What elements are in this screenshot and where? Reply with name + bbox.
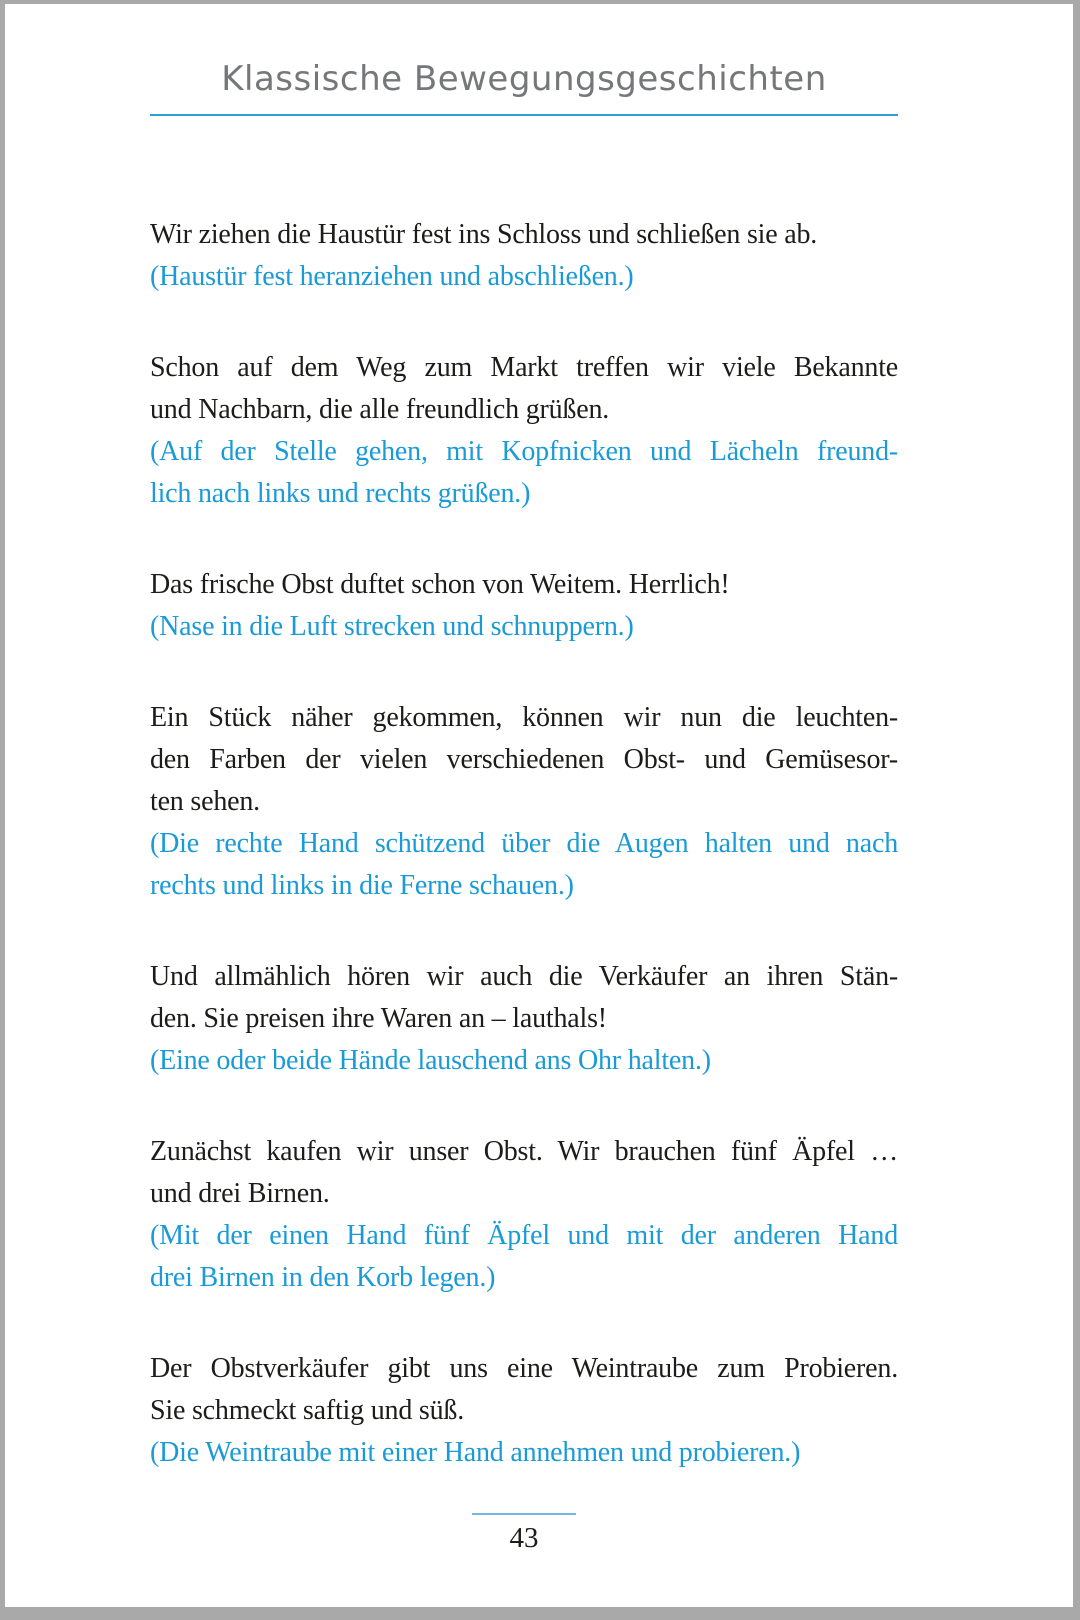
action-line: (Auf der Stelle gehen, mit Kopfnicken und Lächeln freund-	[150, 436, 898, 467]
action-line: (Die rechte Hand schützend über die Augen halten und nach	[150, 828, 898, 859]
action-line: (Die Weintraube mit einer Hand annehmen und probieren.)	[150, 1437, 801, 1468]
story-line: und drei Birnen.	[150, 1178, 330, 1209]
story-line: Das frische Obst duftet schon von Weitem. Herrlich!	[150, 569, 730, 600]
paragraph	[150, 564, 898, 648]
story-block	[150, 1131, 898, 1215]
action-line: drei Birnen in den Korb legen.)	[150, 1262, 496, 1293]
action-line: rechts und links in die Ferne schauen.)	[150, 870, 574, 901]
story-line: und Nachbarn, die alle freundlich grüßen.	[150, 394, 610, 425]
action-line: (Haustür fest heranziehen und abschließen.)	[150, 261, 634, 292]
story-block	[150, 697, 898, 823]
paragraph	[150, 1348, 898, 1474]
action-block	[150, 256, 898, 298]
page-header	[150, 56, 898, 116]
action-block	[150, 431, 898, 515]
action-line: (Eine oder beide Hände lauschend ans Ohr halten.)	[150, 1045, 711, 1076]
page-footer	[150, 1513, 898, 1553]
action-line: (Nase in die Luft strecken und schnuppern.)	[150, 611, 634, 642]
story-line: Zunächst kaufen wir unser Obst. Wir brauchen fünf Äpfel …	[150, 1136, 898, 1167]
story-block	[150, 347, 898, 431]
title-rule	[150, 114, 898, 116]
action-line: (Mit der einen Hand fünf Äpfel und mit der anderen Hand	[150, 1220, 898, 1251]
story-block	[150, 564, 898, 606]
paragraph	[150, 697, 898, 907]
story-line: Der Obstverkäufer gibt uns eine Weintraube zum Probieren.	[150, 1353, 898, 1384]
story-block	[150, 214, 898, 256]
story-line: Und allmählich hören wir auch die Verkäufer an ihren Stän-	[150, 961, 898, 992]
footer-rule	[472, 1513, 576, 1515]
action-block	[150, 1432, 898, 1474]
action-block	[150, 606, 898, 648]
page-number: 43	[509, 1522, 539, 1554]
action-block	[150, 1040, 898, 1082]
story-block	[150, 956, 898, 1040]
paragraph	[150, 214, 898, 298]
story-line: Schon auf dem Weg zum Markt treffen wir viele Bekannte	[150, 352, 898, 383]
story-line: den Farben der vielen verschiedenen Obst- und Gemüsesor-	[150, 744, 898, 775]
story-line: Sie schmeckt saftig und süß.	[150, 1395, 465, 1426]
story-line: Ein Stück näher gekommen, können wir nun die leuchten-	[150, 702, 898, 733]
paragraph	[150, 956, 898, 1082]
book-page	[5, 4, 1073, 1607]
action-block	[150, 1215, 898, 1299]
story-line: ten sehen.	[150, 786, 260, 817]
story-paragraphs	[150, 214, 898, 1474]
story-line: Wir ziehen die Haustür fest ins Schloss und schließen sie ab.	[150, 219, 818, 250]
paragraph	[150, 1131, 898, 1299]
story-block	[150, 1348, 898, 1432]
story-line: den. Sie preisen ihre Waren an – lauthals!	[150, 1003, 607, 1034]
action-line: lich nach links und rechts grüßen.)	[150, 478, 531, 509]
page-title: Klassische Bewegungsgeschichten	[221, 59, 827, 99]
paragraph	[150, 347, 898, 515]
action-block	[150, 823, 898, 907]
